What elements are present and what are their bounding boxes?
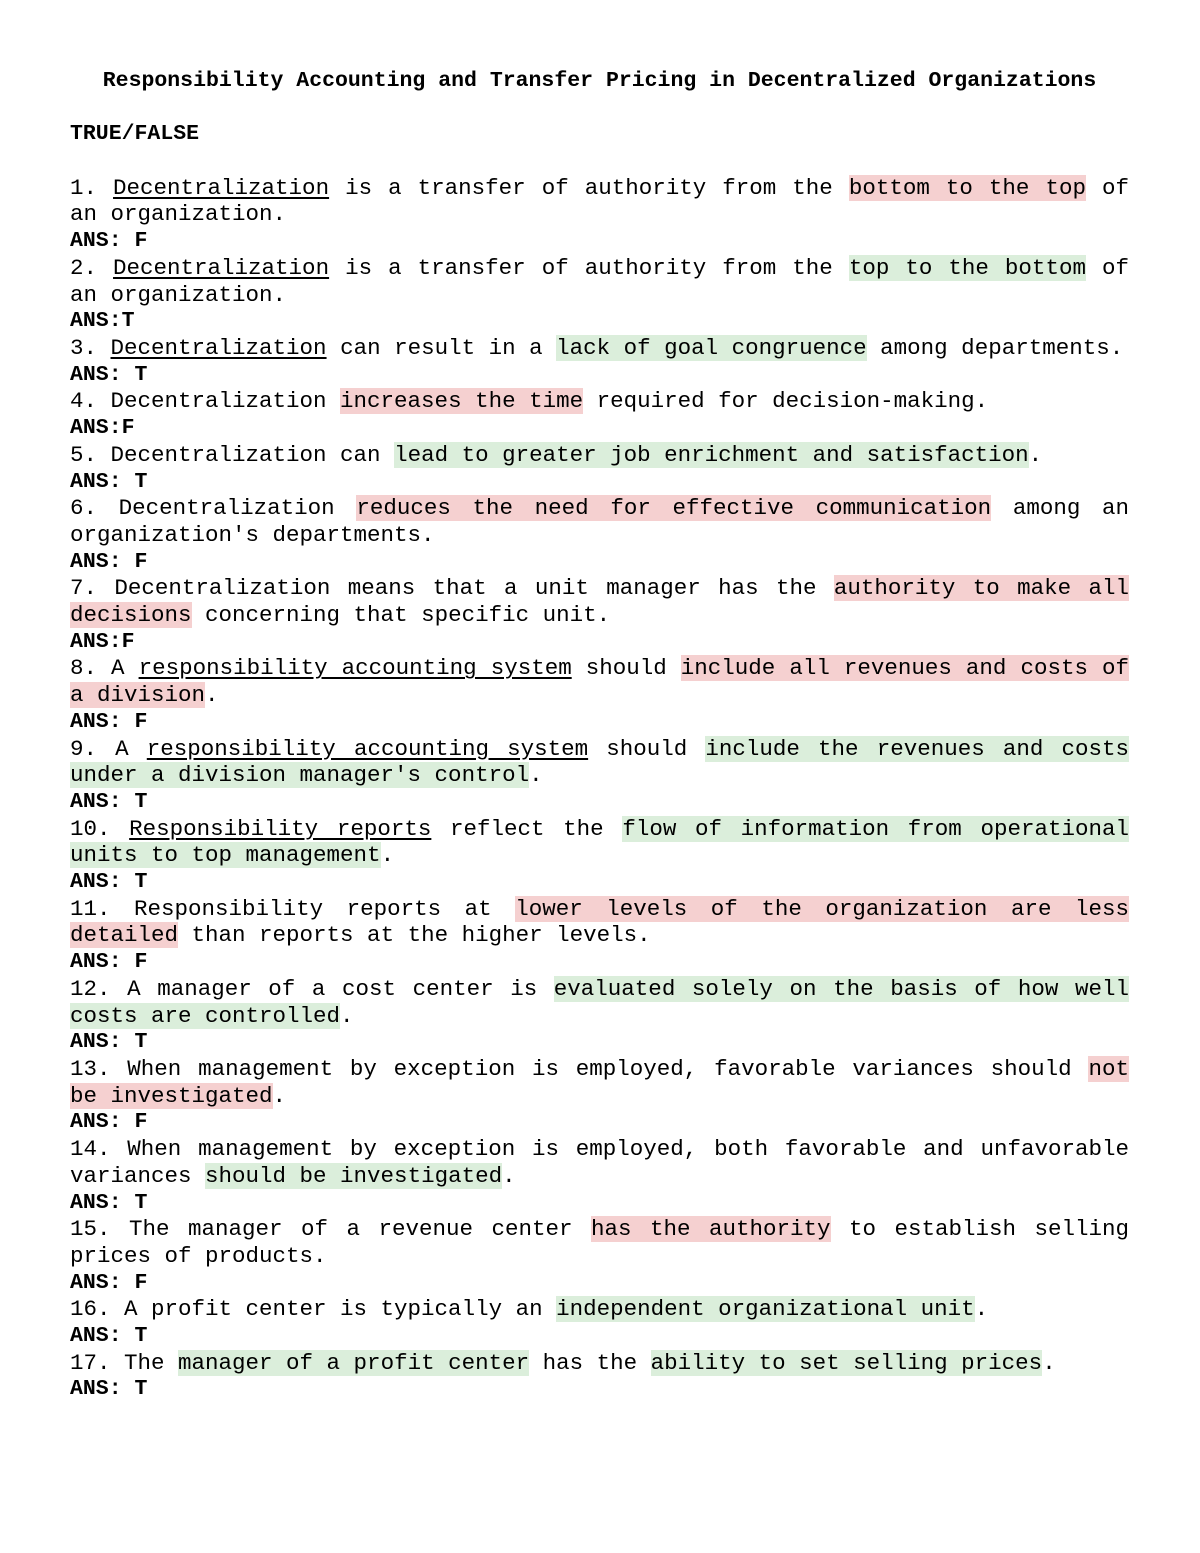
question-text	[70, 896, 1129, 949]
false-highlight: authority to make all decisions	[70, 575, 1130, 629]
question-text	[70, 335, 1129, 362]
question-text	[70, 1216, 1129, 1269]
question-text-segment: 1.	[70, 174, 114, 201]
false-highlight: reduces the need for effective communication	[356, 495, 992, 522]
question-text-segment: should	[588, 735, 706, 762]
question-item	[70, 335, 1129, 388]
question-text-segment: of an organization.	[70, 174, 1129, 228]
false-highlight: include all revenues and costs of a division	[70, 655, 1129, 709]
question-item	[70, 1216, 1129, 1296]
question-text-segment: .	[529, 762, 543, 789]
answer-key: ANS: T	[70, 1377, 148, 1402]
question-text-segment: .	[272, 1082, 287, 1109]
question-text	[70, 442, 1129, 469]
false-highlight: bottom to the top	[848, 174, 1086, 201]
question-text	[70, 736, 1129, 789]
question-text-segment: is a transfer of authority from the	[329, 174, 849, 201]
key-term: responsibility accounting system	[138, 655, 572, 682]
question-text	[70, 255, 1129, 308]
question-text	[70, 495, 1129, 548]
true-highlight: lead to greater job enrichment and satisfaction	[394, 441, 1029, 468]
question-item	[70, 255, 1129, 335]
question-text-segment: 15. The manager of a revenue center	[70, 1216, 591, 1243]
question-text-segment: 14. When management by exception is employed, both favorable and unfavorable variances	[70, 1136, 1129, 1189]
key-term: Decentralization	[113, 174, 330, 201]
question-text-segment: .	[1042, 1349, 1056, 1376]
question-text-segment: 16. A profit center is typically an	[70, 1296, 557, 1323]
true-highlight: manager of a profit center	[178, 1349, 530, 1376]
question-text-segment: 9. A	[70, 735, 147, 762]
key-term: Responsibility reports	[129, 815, 432, 842]
key-term: Decentralization	[110, 335, 327, 361]
question-text-segment: .	[205, 682, 219, 709]
key-term: Decentralization	[113, 254, 330, 281]
question-item	[70, 976, 1129, 1056]
answer-key: ANS: F	[70, 950, 148, 975]
true-highlight: flow of information from operational units to top management	[70, 815, 1129, 869]
question-text-segment: 7. Decentralization means that a unit manager has the	[70, 575, 834, 602]
question-text	[70, 388, 1129, 415]
question-item	[70, 388, 1129, 441]
question-text-segment: 8. A	[70, 655, 139, 682]
question-text-segment: to establish selling prices of products.	[70, 1216, 1129, 1269]
answer-key: ANS: T	[70, 1190, 148, 1215]
question-text-segment: 12. A manager of a cost center is	[70, 975, 554, 1002]
answer-key: ANS:F	[70, 629, 135, 654]
false-highlight: not be investigated	[70, 1055, 1129, 1109]
question-item	[70, 816, 1129, 896]
answer-key: ANS: T	[70, 469, 148, 494]
question-text-segment: reflect the	[431, 815, 623, 842]
question-text-segment: .	[340, 1002, 354, 1029]
answer-key: ANS: F	[70, 709, 148, 734]
true-highlight: ability to set selling prices	[650, 1349, 1043, 1376]
answer-key: ANS: T	[70, 870, 148, 895]
question-text-segment: concerning that specific unit.	[191, 602, 611, 629]
question-text-segment: 2.	[70, 254, 114, 281]
question-text-segment: .	[380, 842, 395, 869]
answer-key: ANS: F	[70, 1110, 148, 1135]
answer-key: ANS: F	[70, 549, 148, 574]
question-text-segment: of an organization.	[70, 254, 1129, 308]
answer-key: ANS: F	[70, 1270, 148, 1295]
answer-key: ANS:F	[70, 416, 135, 441]
true-highlight: should be investigated	[205, 1162, 503, 1189]
answer-key: ANS: T	[70, 1030, 148, 1055]
true-highlight: top to the bottom	[848, 254, 1086, 281]
question-text-segment: 6. Decentralization	[70, 495, 357, 522]
question-item	[70, 1296, 1129, 1349]
true-highlight: include the revenues and costs under a division manager's control	[70, 735, 1129, 789]
question-item	[70, 896, 1129, 976]
question-text-segment: among an organization's departments.	[70, 495, 1129, 548]
question-text-segment: 17. The	[70, 1349, 179, 1376]
question-text-segment: .	[974, 1296, 989, 1323]
document-title: Responsibility Accounting and Transfer Pricing in Decentralized Organizations	[102, 69, 1097, 93]
answer-key: ANS:T	[70, 309, 135, 334]
answer-key: ANS: F	[70, 229, 148, 254]
question-text-segment: 13. When management by exception is employed, favorable variances should	[70, 1055, 1089, 1082]
question-text-segment: .	[502, 1162, 516, 1189]
question-text-segment: 10.	[70, 815, 130, 842]
question-item	[70, 1056, 1129, 1136]
question-text	[70, 976, 1129, 1029]
question-item	[70, 175, 1129, 255]
question-text	[70, 816, 1129, 869]
question-text-segment: can result in a	[326, 335, 557, 361]
section-heading: TRUE/FALSE	[70, 122, 200, 147]
question-text-segment: has the	[529, 1349, 651, 1376]
question-text	[70, 575, 1129, 628]
question-text	[70, 175, 1129, 228]
document-page	[70, 68, 1129, 1403]
question-text-segment: 4. Decentralization	[70, 388, 341, 415]
question-list	[70, 175, 1129, 1403]
question-text-segment: 3.	[70, 335, 111, 361]
false-highlight: lower levels of the organization are less detailed	[70, 895, 1129, 949]
false-highlight: has the authority	[590, 1216, 831, 1243]
question-text	[70, 1350, 1129, 1377]
question-item	[70, 736, 1129, 816]
question-item	[70, 442, 1129, 495]
question-text-segment: 5. Decentralization can	[70, 441, 395, 468]
question-text-segment: should	[571, 655, 681, 682]
question-text	[70, 1136, 1129, 1189]
answer-key: ANS: T	[70, 789, 148, 814]
question-text-segment: 11. Responsibility reports at	[70, 895, 516, 922]
question-item	[70, 1136, 1129, 1216]
question-item	[70, 495, 1129, 575]
false-highlight: increases the time	[340, 388, 584, 415]
true-highlight: lack of goal congruence	[556, 335, 867, 361]
true-highlight: evaluated solely on the basis of how well costs are controlled	[70, 975, 1130, 1029]
question-item	[70, 575, 1129, 655]
question-text-segment: among departments.	[866, 335, 1124, 361]
question-item	[70, 1350, 1129, 1403]
question-item	[70, 655, 1129, 735]
answer-key: ANS: T	[70, 362, 148, 387]
question-text-segment: .	[1028, 441, 1043, 468]
key-term: responsibility accounting system	[146, 735, 589, 762]
question-text	[70, 1056, 1129, 1109]
question-text-segment: required for decision-making.	[583, 388, 989, 415]
question-text	[70, 1296, 1129, 1323]
question-text	[70, 655, 1129, 708]
true-highlight: independent organizational unit	[556, 1296, 975, 1323]
answer-key: ANS: T	[70, 1324, 148, 1349]
question-text-segment: is a transfer of authority from the	[329, 254, 849, 281]
question-text-segment: than reports at the higher levels.	[178, 922, 651, 949]
